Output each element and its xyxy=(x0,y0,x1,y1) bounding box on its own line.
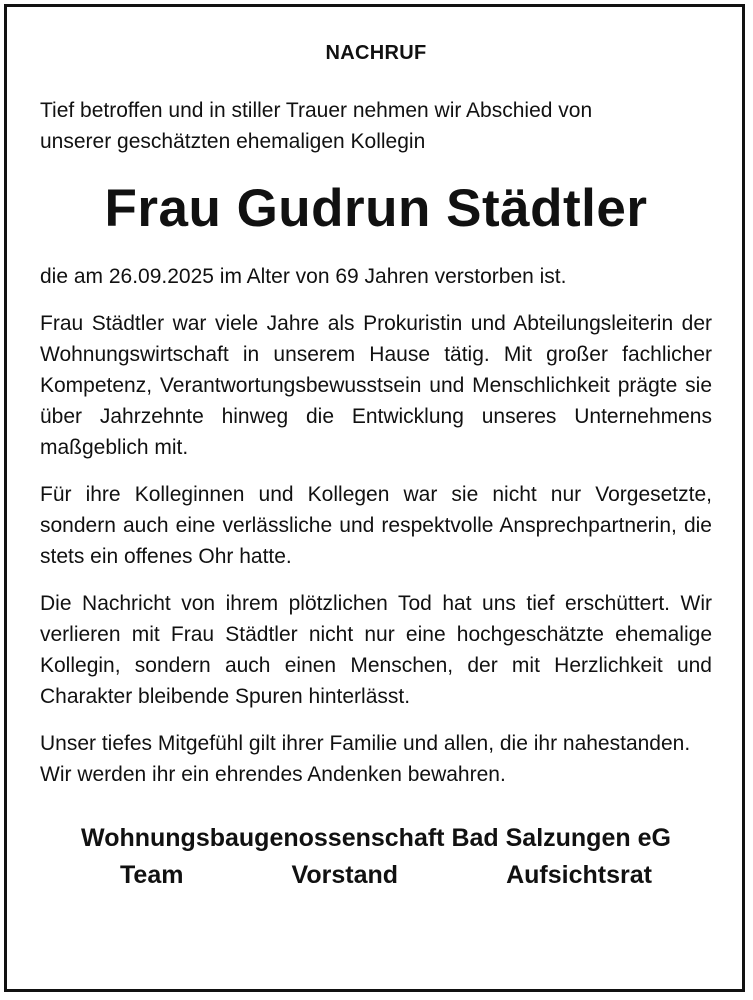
intro-text xyxy=(40,95,712,157)
obituary-content xyxy=(40,28,712,894)
signer-team: Team xyxy=(120,861,184,889)
signers-row xyxy=(40,856,712,894)
signer-supervisory-board: Aufsichtsrat xyxy=(506,861,652,889)
paragraph-condolence: Unser tiefes Mitgefühl gilt ihrer Familie und allen, die ihr nahestanden. xyxy=(40,732,691,755)
organization-name: Wohnungsbaugenossenschaft Bad Salzungen eG xyxy=(81,824,671,852)
paragraph-career: Frau Städtler war viele Jahre als Prokuristin und Abteilungsleiterin der Wohnungswirtschaft in unserem Hause tätig. Mit großer fachlicher Kompetenz, Verantwortungsbewusstsein und Menschlichkeit prägte sie über Jahrzehnte hinweg die Entwicklung unseres Unternehmens maßgeblich mit. xyxy=(40,312,712,459)
intro-line: Tief betroffen und in stiller Trauer nehmen wir Abschied von xyxy=(40,99,593,122)
deceased-name: Frau Gudrun Städtler xyxy=(104,179,648,238)
paragraph-loss: Die Nachricht von ihrem plötzlichen Tod hat uns tief erschüttert. Wir verlieren mit Frau Städtler nicht nur eine hochgeschätzte ehemalige Kollegin, sondern auch einen Menschen, der mit Herzlichkeit und Charakter bleibende Spuren hinterlässt. xyxy=(40,592,712,708)
obituary-heading: NACHRUF xyxy=(325,42,427,64)
paragraph-colleagues: Für ihre Kolleginnen und Kollegen war sie nicht nur Vorgesetzte, sondern auch eine verlässliche und respektvolle Ansprechpartnerin, die stets ein offenes Ohr hatte. xyxy=(40,483,712,568)
signer-board: Vorstand xyxy=(291,861,399,889)
closing-line: Wir werden ihr ein ehrendes Andenken bewahren. xyxy=(40,763,506,786)
intro-line: unserer geschätzten ehemaligen Kollegin xyxy=(40,130,426,153)
date-line: die am 26.09.2025 im Alter von 69 Jahren verstorben ist. xyxy=(40,265,567,288)
